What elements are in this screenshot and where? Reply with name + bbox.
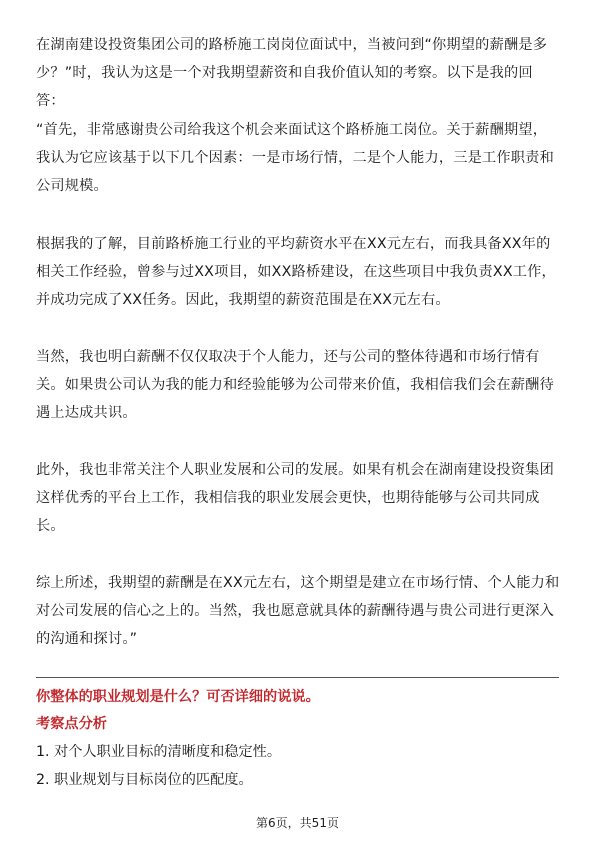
analysis-item: 1. 对个人职业目标的清晰度和稳定性。 — [36, 744, 282, 760]
answer-paragraph-consensus: 当然，我也明白薪酬不仅仅取决于个人能力，还与公司的整体待遇和市场行情有关。如果贵公司认为我的能力和经验能够为公司带来价值，我相信我们会在薪酬待遇上达成共识。 — [36, 349, 554, 421]
analysis-heading: 考察点分析 — [36, 716, 107, 732]
answer-paragraph-summary: 综上所述，我期望的薪酬是在XX元左右，这个期望是建立在市场行情、个人能力和对公司发展的信心之上的。当然，我也愿意就具体的薪酬待遇与贵公司进行更深入的沟通和探讨。” — [36, 575, 560, 647]
answer-paragraph-opening: “首先，非常感谢贵公司给我这个机会来面试这个路桥施工岗位。关于薪酬期望，我认为它应该基于以下几个因素：一是市场行情，二是个人能力，三是工作职责和公司规模。 — [36, 122, 554, 194]
answer-paragraph-development: 此外，我也非常关注个人职业发展和公司的发展。如果有机会在湖南建设投资集团这样优秀的平台上工作，我相信我的职业发展会更快，也期待能够与公司共同成长。 — [36, 462, 554, 534]
answer-paragraph-intro: 在湖南建设投资集团公司的路桥施工岗岗位面试中，当被问到“你期望的薪酬是多少？”时，我认为这是一个对我期望薪资和自我价值认知的考察。以下是我的回答： — [36, 37, 548, 109]
page-number: 第6页，共51页 — [256, 816, 339, 830]
question-heading: 你整体的职业规划是什么？可否详细的说说。 — [36, 689, 320, 705]
answer-paragraph-experience: 根据我的了解，目前路桥施工行业的平均薪资水平在XX元左右，而我具备XX年的相关工作经验，曾参与过XX项目，如XX路桥建设，在这些项目中我负责XX工作，并成功完成了XX任务。因此，我期望的薪资范围是在XX元左右。 — [36, 236, 556, 308]
section-divider — [36, 677, 559, 678]
analysis-item: 2. 职业规划与目标岗位的匹配度。 — [36, 772, 253, 788]
